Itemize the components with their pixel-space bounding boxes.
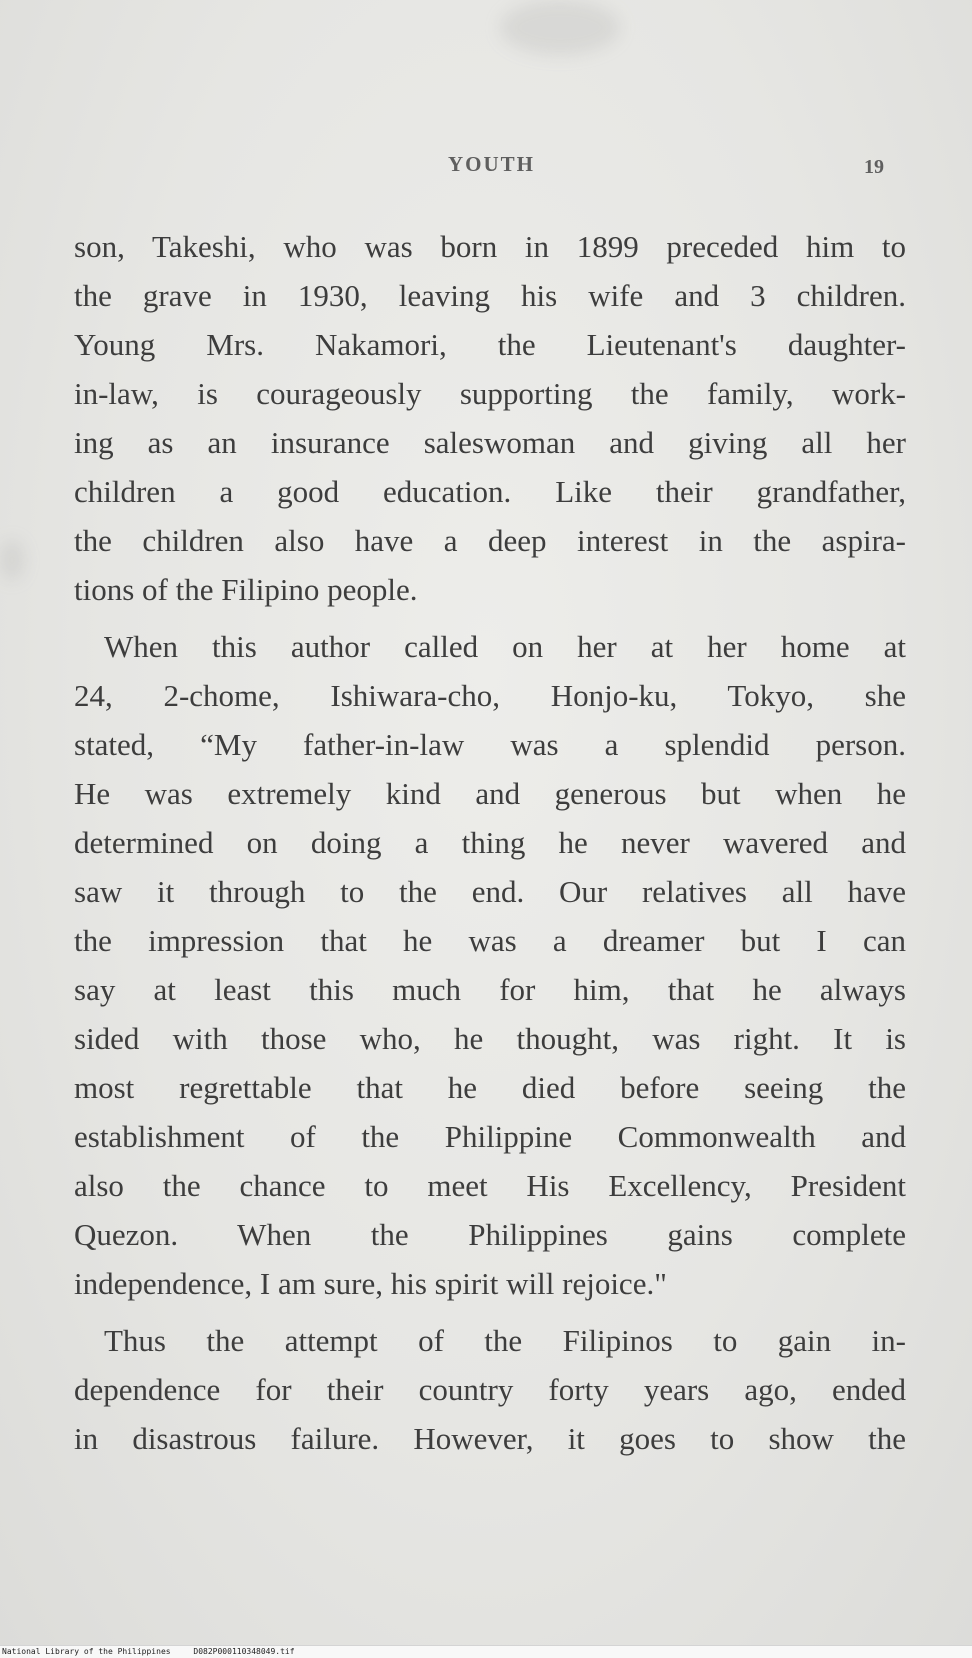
text-line: dependence for their country forty years ago, ended [74,1372,906,1407]
text-line: When this author called on her at her home at [104,629,906,664]
text-line: Thus the attempt of the Filipinos to gain in- [104,1323,906,1358]
text-line: 24, 2-chome, Ishiwara-cho, Honjo-ku, Tokyo, she [74,678,906,713]
text-line: establishment of the Philippine Commonwealth and [74,1119,906,1154]
text-line: say at least this much for him, that he always [74,972,906,1007]
page-number: 19 [864,156,884,178]
text-line: determined on doing a thing he never wavered and [74,825,906,860]
text-line: saw it through to the end. Our relatives all have [74,874,906,909]
left-edge-smudge [0,540,24,580]
text-line: Quezon. When the Philippines gains complete [74,1217,906,1252]
text-line: son, Takeshi, who was born in 1899 preceded him to [74,229,906,264]
text-line: independence, I am sure, his spirit will rejoice." [74,1266,667,1301]
text-line: the children also have a deep interest in the aspira- [74,523,906,558]
text-line: Young Mrs. Nakamori, the Lieutenant's daughter- [74,327,906,362]
text-line: the impression that he was a dreamer but I can [74,923,906,958]
text-line: tions of the Filipino people. [74,572,418,607]
page-header [0,150,972,180]
text-line: ing as an insurance saleswoman and giving all her [74,425,906,460]
running-title: YOUTH [448,152,536,176]
text-line: stated, “My father-in-law was a splendid person. [74,727,906,762]
top-smudge [500,0,620,55]
text-line: in-law, is courageously supporting the family, work- [74,376,906,411]
scan-footer [0,1645,972,1658]
text-line: children a good education. Like their grandfather, [74,474,906,509]
text-line: also the chance to meet His Excellency, President [74,1168,906,1203]
text-line: the grave in 1930, leaving his wife and 3 children. [74,278,906,313]
text-line: in disastrous failure. However, it goes to show the [74,1421,906,1456]
library-name: National Library of the Philippines [2,1647,171,1656]
file-name: D082P000110348049.tif [193,1647,295,1656]
scan-footer-text [2,1647,313,1656]
text-line: most regrettable that he died before seeing the [74,1070,906,1105]
text-line: sided with those who, he thought, was right. It is [74,1021,906,1056]
text-line: He was extremely kind and generous but when he [74,776,906,811]
body-text [74,222,906,1463]
